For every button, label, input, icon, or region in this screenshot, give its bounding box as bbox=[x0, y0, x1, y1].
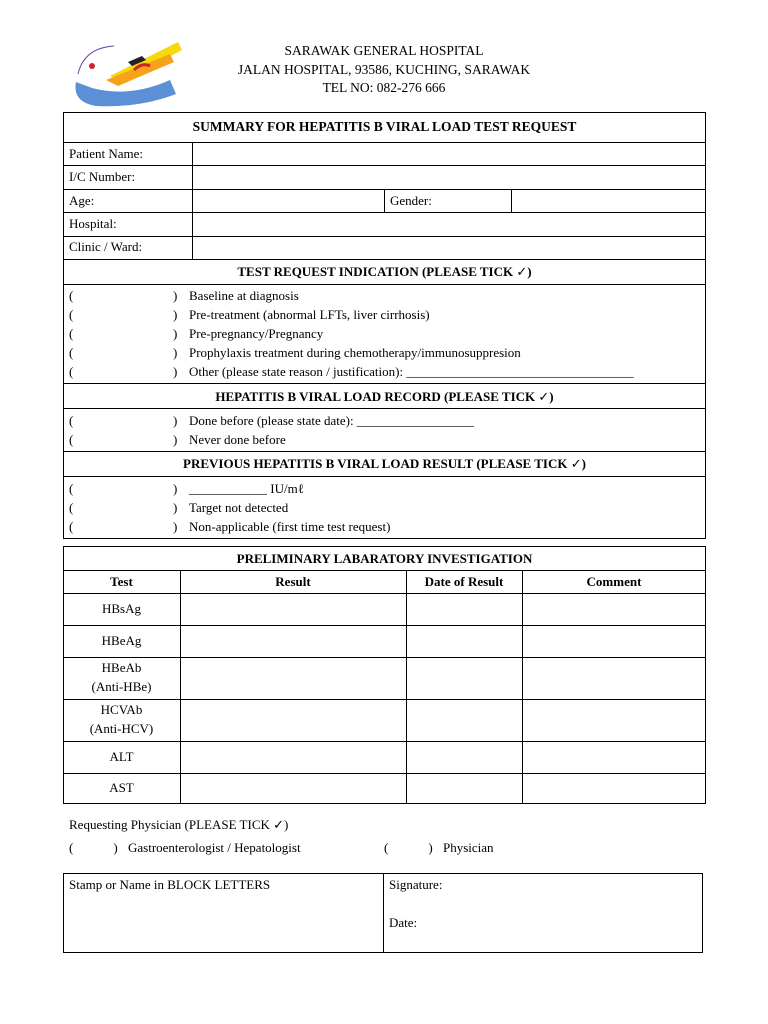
col-comment: Comment bbox=[586, 574, 642, 589]
lab-result-cell[interactable] bbox=[181, 658, 406, 699]
lab-test-name: (Anti-HBe) bbox=[91, 679, 152, 694]
stamp-label: Stamp or Name in BLOCK LETTERS bbox=[69, 877, 271, 892]
col-date-of-result: Date of Result bbox=[424, 574, 504, 589]
clinic-ward-field[interactable] bbox=[193, 237, 705, 259]
previous-option-label: Non-applicable (first time test request) bbox=[189, 519, 391, 534]
gender-field[interactable] bbox=[512, 190, 705, 212]
record-checkbox-open[interactable]: ( bbox=[69, 432, 74, 447]
tick-icon: ✓ bbox=[516, 265, 528, 280]
age-label: Age: bbox=[69, 193, 95, 208]
clinic-ward-label: Clinic / Ward: bbox=[69, 239, 143, 254]
lab-test-name: HBeAb bbox=[101, 660, 142, 675]
ic-number-field[interactable] bbox=[193, 166, 705, 189]
lab-date-cell[interactable] bbox=[407, 658, 522, 699]
lab-result-cell[interactable] bbox=[181, 594, 406, 625]
hospital-field[interactable] bbox=[193, 213, 705, 236]
lab-test-name: HBeAg bbox=[101, 632, 142, 648]
indication-option-label: Prophylaxis treatment during chemotherapy/immunosuppresion bbox=[189, 345, 521, 360]
signature-field[interactable] bbox=[450, 877, 700, 907]
lab-date-cell[interactable] bbox=[407, 594, 522, 625]
previous-checkbox-open[interactable]: ( bbox=[69, 519, 74, 534]
lab-title: PRELIMINARY LABARATORY INVESTIGATION bbox=[236, 551, 533, 566]
hospital-name: SARAWAK GENERAL HOSPITAL bbox=[284, 43, 484, 58]
lab-comment-cell[interactable] bbox=[523, 700, 705, 741]
date-label: Date: bbox=[389, 915, 418, 930]
lab-test-name: HBsAg bbox=[101, 600, 141, 616]
indication-checkbox-close[interactable]: ) bbox=[173, 288, 178, 303]
record-heading: HEPATITIS B VIRAL LOAD RECORD (PLEASE TICK ✓) bbox=[215, 389, 554, 405]
lab-date-cell[interactable] bbox=[407, 626, 522, 657]
patient-name-label: Patient Name: bbox=[69, 146, 144, 161]
previous-checkbox-close[interactable]: ) bbox=[173, 519, 178, 534]
lab-date-cell[interactable] bbox=[407, 700, 522, 741]
physician-option-physician: Physician bbox=[443, 840, 494, 855]
indication-checkbox-open[interactable]: ( bbox=[69, 307, 74, 322]
previous-checkbox-close[interactable]: ) bbox=[173, 481, 178, 496]
previous-option-label: Target not detected bbox=[189, 500, 289, 515]
previous-checkbox-close[interactable]: ) bbox=[173, 500, 178, 515]
tick-icon: ✓ bbox=[570, 457, 582, 472]
record-checkbox-open[interactable]: ( bbox=[69, 413, 74, 428]
indication-option-label: Pre-treatment (abnormal LFTs, liver cirrhosis) bbox=[189, 307, 430, 322]
lab-date-cell[interactable] bbox=[407, 742, 522, 773]
indication-checkbox-open[interactable]: ( bbox=[69, 288, 74, 303]
record-option-label: Done before (please state date): __________________ bbox=[189, 413, 474, 428]
physician-heading: Requesting Physician (PLEASE TICK ✓) bbox=[69, 817, 289, 833]
indication-checkbox-open[interactable]: ( bbox=[69, 364, 74, 379]
tick-icon: ✓ bbox=[538, 390, 550, 405]
form-title: SUMMARY FOR HEPATITIS B VIRAL LOAD TEST REQUEST bbox=[192, 119, 577, 134]
age-field[interactable] bbox=[193, 190, 383, 212]
indication-checkbox-close[interactable]: ) bbox=[173, 326, 178, 341]
indication-checkbox-close[interactable]: ) bbox=[173, 345, 178, 360]
indication-checkbox-close[interactable]: ) bbox=[173, 307, 178, 322]
stamp-field[interactable] bbox=[64, 896, 382, 952]
indication-checkbox-close[interactable]: ) bbox=[173, 364, 178, 379]
lab-test-name: AST bbox=[109, 780, 134, 795]
physician-checkbox-physician[interactable]: ( ) bbox=[384, 840, 433, 855]
lab-comment-cell[interactable] bbox=[523, 626, 705, 657]
patient-name-field[interactable] bbox=[193, 143, 705, 165]
previous-checkbox-open[interactable]: ( bbox=[69, 500, 74, 515]
indication-option-label: Baseline at diagnosis bbox=[189, 288, 299, 303]
indication-option-label: Pre-pregnancy/Pregnancy bbox=[189, 326, 324, 341]
date-field[interactable] bbox=[430, 913, 700, 943]
lab-test-name: ALT bbox=[109, 748, 134, 764]
hospital-address: JALAN HOSPITAL, 93586, KUCHING, SARAWAK bbox=[237, 62, 531, 77]
lab-comment-cell[interactable] bbox=[523, 658, 705, 699]
previous-heading: PREVIOUS HEPATITIS B VIRAL LOAD RESULT (PLEASE TICK ✓) bbox=[183, 456, 586, 472]
tick-icon: ✓ bbox=[273, 818, 285, 833]
lab-comment-cell[interactable] bbox=[523, 594, 705, 625]
hospital-tel: TEL NO: 082-276 666 bbox=[322, 80, 446, 95]
record-checkbox-close[interactable]: ) bbox=[173, 413, 178, 428]
physician-checkbox-gastro[interactable]: ( ) bbox=[69, 840, 118, 855]
record-checkbox-close[interactable]: ) bbox=[173, 432, 178, 447]
lab-test-name: HCVAb bbox=[100, 702, 143, 717]
previous-option-label: ____________ IU/mℓ bbox=[189, 481, 304, 496]
previous-checkbox-open[interactable]: ( bbox=[69, 481, 74, 496]
indication-checkbox-open[interactable]: ( bbox=[69, 326, 74, 341]
indication-checkbox-open[interactable]: ( bbox=[69, 345, 74, 360]
lab-comment-cell[interactable] bbox=[523, 774, 705, 804]
col-test: Test bbox=[110, 574, 133, 589]
lab-test-name: (Anti-HCV) bbox=[89, 721, 154, 736]
lab-result-cell[interactable] bbox=[181, 700, 406, 741]
record-option-label: Never done before bbox=[189, 432, 286, 447]
lab-date-cell[interactable] bbox=[407, 774, 522, 804]
col-result: Result bbox=[275, 574, 311, 589]
lab-comment-cell[interactable] bbox=[523, 742, 705, 773]
ic-number-label: I/C Number: bbox=[69, 169, 136, 184]
hospital-label: Hospital: bbox=[69, 216, 117, 231]
lab-result-cell[interactable] bbox=[181, 774, 406, 804]
signature-label: Signature: bbox=[389, 877, 443, 892]
indication-heading: TEST REQUEST INDICATION (PLEASE TICK ✓) bbox=[237, 264, 532, 280]
indication-option-label: Other (please state reason / justification): ___________________________________ bbox=[189, 364, 634, 379]
lab-result-cell[interactable] bbox=[181, 626, 406, 657]
gender-label: Gender: bbox=[390, 193, 432, 208]
physician-option-gastro: Gastroenterologist / Hepatologist bbox=[128, 840, 301, 855]
lab-result-cell[interactable] bbox=[181, 742, 406, 773]
